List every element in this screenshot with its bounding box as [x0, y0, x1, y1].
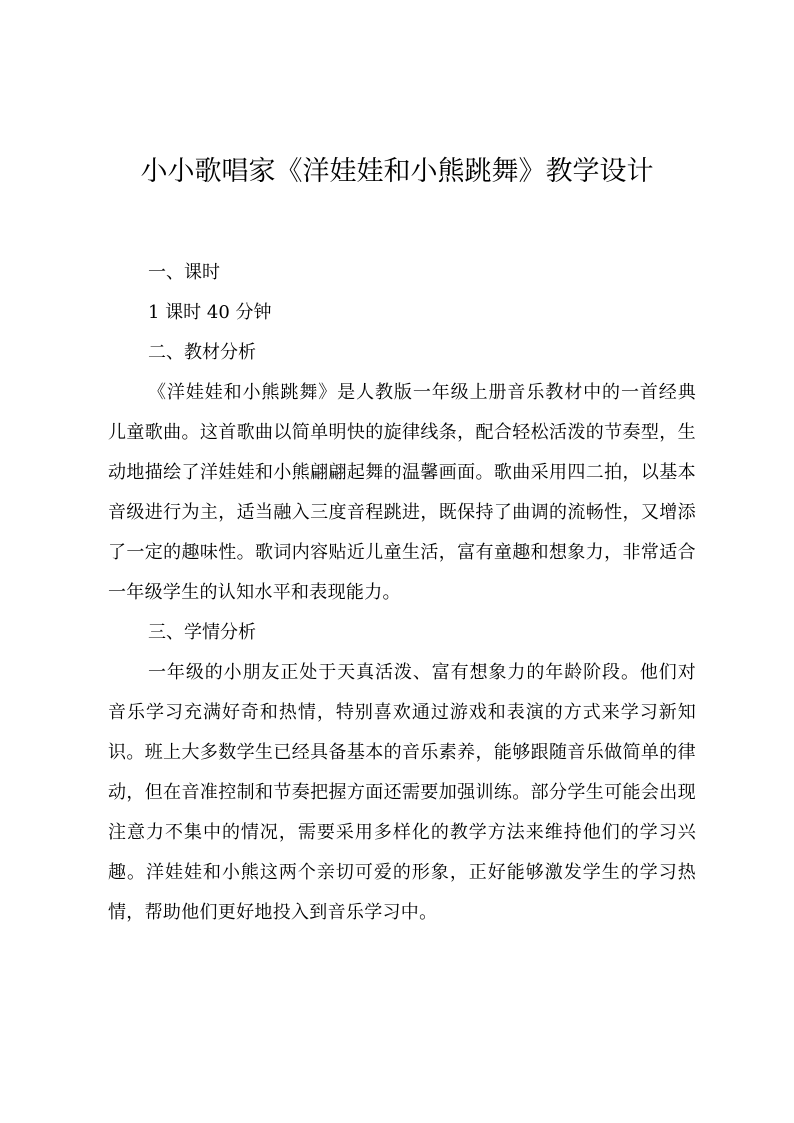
class-hours-text: 1 课时 40 分钟	[148, 302, 272, 323]
document-title: 小小歌唱家《洋娃娃和小熊跳舞》教学设计	[140, 156, 654, 187]
document-body	[108, 253, 696, 933]
material-analysis-paragraph: 《洋娃娃和小熊跳舞》是人教版一年级上册音乐教材中的一首经典儿童歌曲。这首歌曲以简单明快的旋律线条，配合轻松活泼的节奏型，生动地描绘了洋娃娃和小熊翩翩起舞的温馨画面。歌曲采用四二拍，以基本音级进行为主，适当融入三度音程跳进，既保持了曲调的流畅性，又增添了一定的趣味性。歌词内容贴近儿童生活，富有童趣和想象力，非常适合一年级学生的认知水平和表现能力。	[108, 382, 696, 603]
student-analysis-paragraph: 一年级的小朋友正处于天真活泼、富有想象力的年龄阶段。他们对音乐学习充满好奇和热情，特别喜欢通过游戏和表演的方式来学习新知识。班上大多数学生已经具备基本的音乐素养，能够跟随音乐做简单的律动，但在音准控制和节奏把握方面还需要加强训练。部分学生可能会出现注意力不集中的情况，需要采用多样化的教学方法来维持他们的学习兴趣。洋娃娃和小熊这两个亲切可爱的形象，正好能够激发学生的学习热情，帮助他们更好地投入到音乐学习中。	[108, 662, 696, 923]
section-heading-class-hours: 一、课时	[148, 262, 220, 283]
section-heading-student-analysis: 三、学情分析	[148, 622, 256, 643]
section-heading-material-analysis: 二、教材分析	[148, 342, 256, 363]
